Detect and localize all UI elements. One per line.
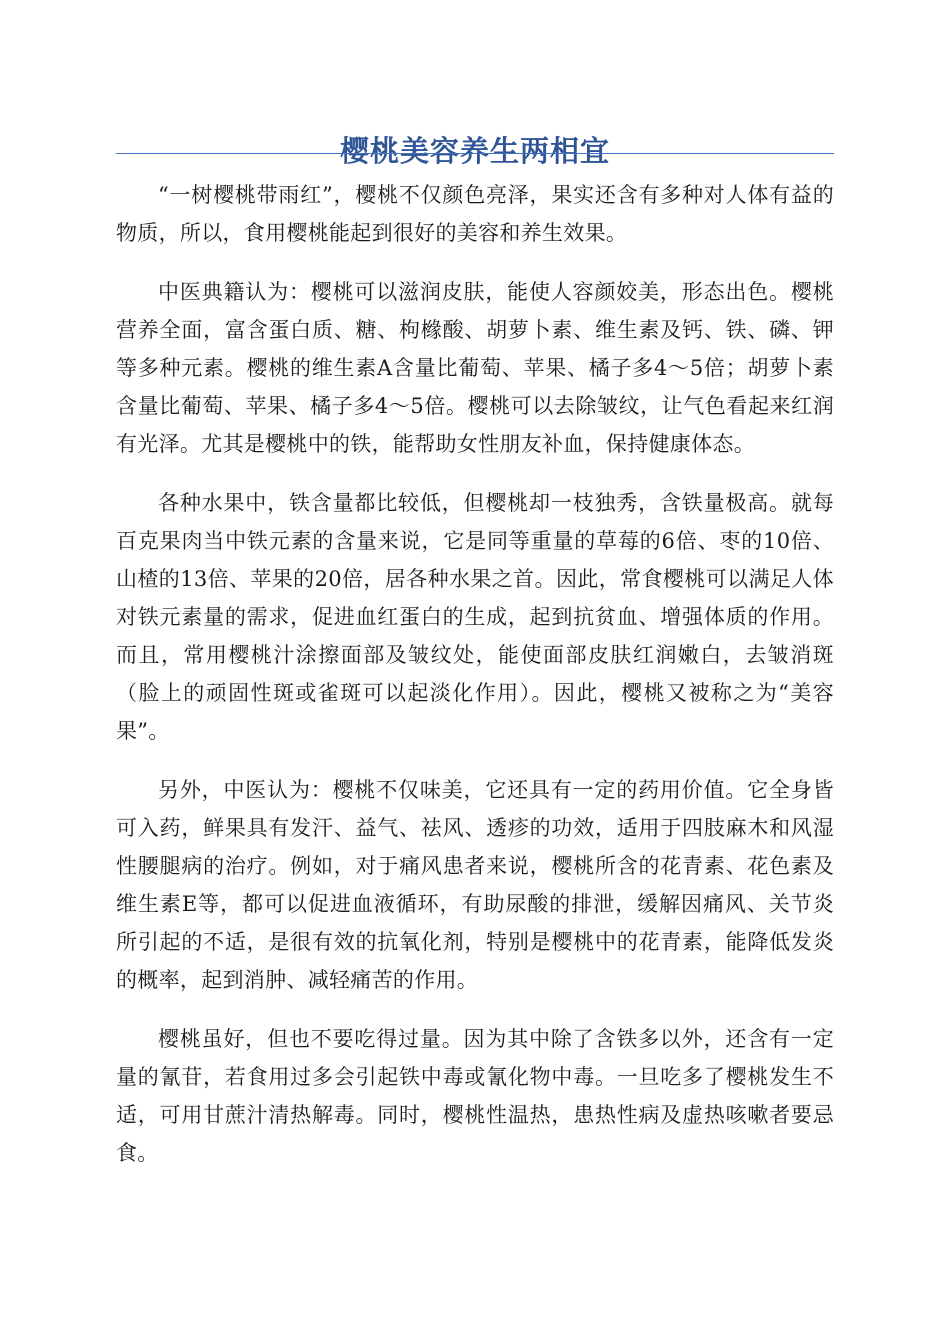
paragraph-caution: 樱桃虽好，但也不要吃得过量。因为其中除了含铁多以外，还含有一定量的氰苷，若食用过多会引起铁中毒或氰化物中毒。一旦吃多了樱桃发生不适，可用甘蔗汁清热解毒。同时，樱桃性温热，患热性病及虚热咳嗽者要忌食。 [116,1027,834,1165]
paragraph-medicinal-value: 另外，中医认为：樱桃不仅味美，它还具有一定的药用价值。它全身皆可入药，鲜果具有发汗、益气、祛风、透疹的功效，适用于四肢麻木和风湿性腰腿病的治疗。例如，对于痛风患者来说，樱桃所含的花青素、花色素及维生素E等，都可以促进血液循环，有助尿酸的排泄，缓解因痛风、关节炎所引起的不适，是很有效的抗氧化剂，特别是樱桃中的花青素，能降低发炎的概率，起到消肿、减轻痛苦的作用。 [116,778,834,992]
document-body [116,176,834,1193]
paragraph-tcm-beauty: 中医典籍认为：樱桃可以滋润皮肤，能使人容颜姣美，形态出色。樱桃营养全面，富含蛋白质、糖、枸橼酸、胡萝卜素、维生素及钙、铁、磷、钾等多种元素。樱桃的维生素A含量比葡萄、苹果、橘子多4～5倍；胡萝卜素含量比葡萄、苹果、橘子多4～5倍。樱桃可以去除皱纹，让气色看起来红润有光泽。尤其是樱桃中的铁，能帮助女性朋友补血，保持健康体态。 [116,280,834,456]
paragraph-iron-content: 各种水果中，铁含量都比较低，但樱桃却一枝独秀，含铁量极高。就每百克果肉当中铁元素的含量来说，它是同等重量的草莓的6倍、枣的10倍、山楂的13倍、苹果的20倍，居各种水果之首。因此，常食樱桃可以满足人体对铁元素量的需求，促进血红蛋白的生成，起到抗贫血、增强体质的作用。而且，常用樱桃汁涂擦面部及皱纹处，能使面部皮肤红润嫩白，去皱消斑（脸上的顽固性斑或雀斑可以起淡化作用）。因此，樱桃又被称之为“美容果”。 [116,491,834,743]
document-title: 樱桃美容养生两相宜 [339,134,610,169]
title-underline [116,153,834,154]
paragraph-intro: “一树樱桃带雨红”，樱桃不仅颜色亮泽，果实还含有多种对人体有益的物质，所以，食用樱桃能起到很好的美容和养生效果。 [116,183,834,245]
